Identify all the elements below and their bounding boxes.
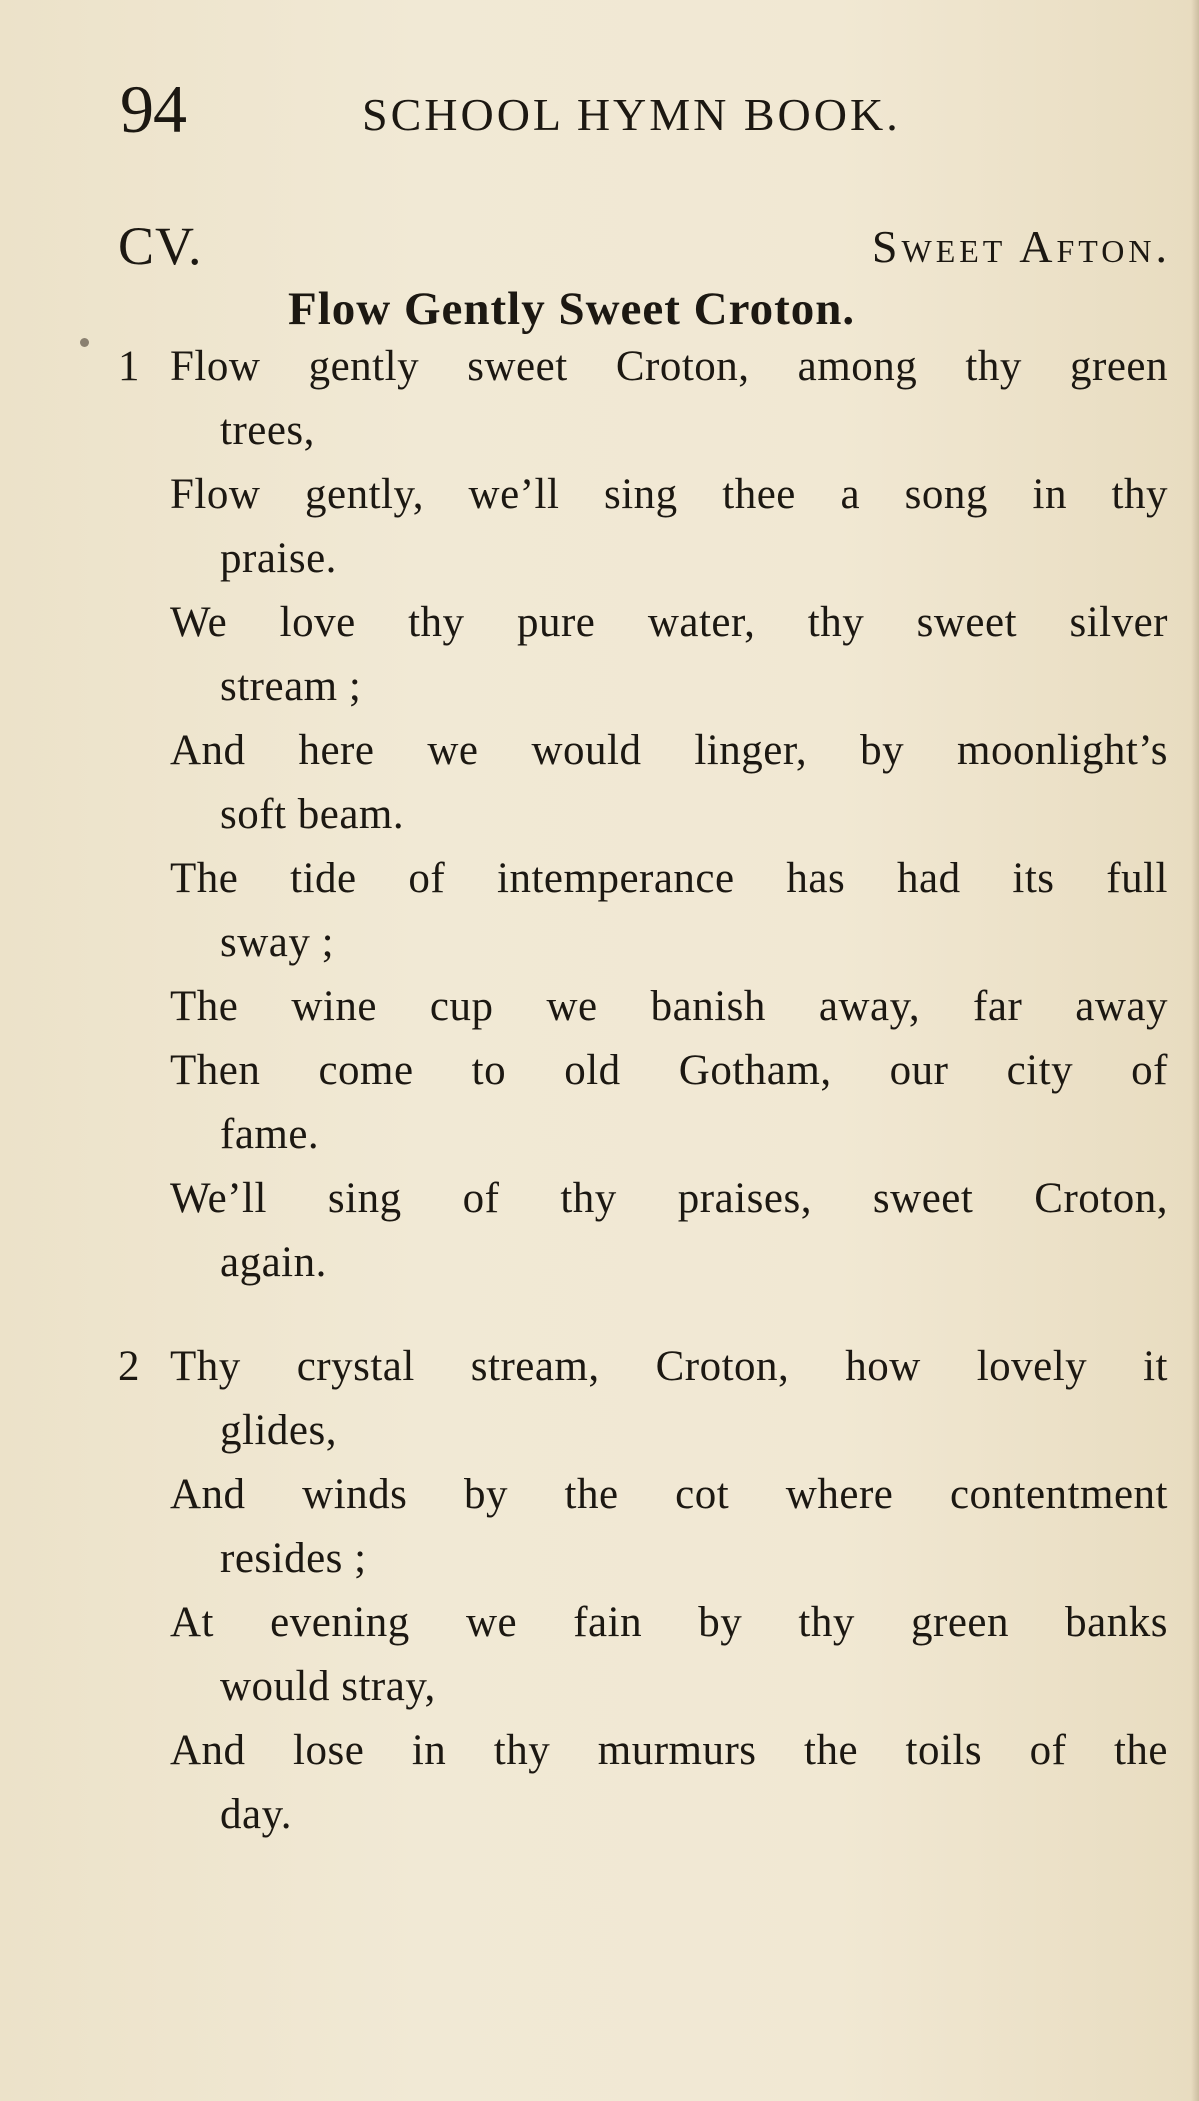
verse-line: stream ; [220, 663, 362, 710]
verse-line: Flow gently sweet Croton, among thy green [170, 343, 1168, 390]
verse-line: We love thy pure water, thy sweet silver [170, 599, 1168, 646]
verse-line: And here we would linger, by moonlight’s [170, 727, 1168, 774]
margin-mark [80, 338, 89, 347]
verse-line: trees, [220, 407, 315, 454]
verse-line: And winds by the cot where contentment [170, 1471, 1168, 1518]
verse-line: The wine cup we banish away, far away [170, 983, 1168, 1030]
stanza-number: 1 [118, 343, 140, 390]
verse-line: At evening we fain by thy green banks [170, 1599, 1168, 1646]
page-edge-shadow [1191, 0, 1199, 2101]
verse-line: day. [220, 1791, 293, 1838]
verse-line: again. [220, 1239, 327, 1286]
verse-line: glides, [220, 1407, 337, 1454]
verse-line: sway ; [220, 919, 335, 966]
running-title: SCHOOL HYMN BOOK. [362, 89, 901, 140]
tune-name: Sweet Afton. [871, 221, 1171, 272]
verse-line: praise. [220, 535, 337, 582]
verse-line: fame. [220, 1111, 320, 1158]
verse-line: The tide of intemperance has had its full [170, 855, 1168, 902]
page-header [120, 70, 1120, 147]
verse-line: resides ; [220, 1535, 367, 1582]
verse-line: Then come to old Gotham, our city of [170, 1047, 1168, 1094]
verse-line: And lose in thy murmurs the toils of the [170, 1727, 1168, 1774]
verse-line: Flow gently, we’ll sing thee a song in thy [170, 471, 1168, 518]
verse-line: We’ll sing of thy praises, sweet Croton, [170, 1175, 1168, 1222]
page-number: 94 [120, 71, 186, 147]
hymn-title: Flow Gently Sweet Croton. [288, 283, 856, 335]
hymn-number: CV. [118, 216, 203, 276]
verse-line: would stray, [220, 1663, 436, 1710]
verse-line: Thy crystal stream, Croton, how lovely it [170, 1343, 1168, 1390]
stanza-number: 2 [118, 1343, 140, 1390]
verse-line: soft beam. [220, 791, 405, 838]
